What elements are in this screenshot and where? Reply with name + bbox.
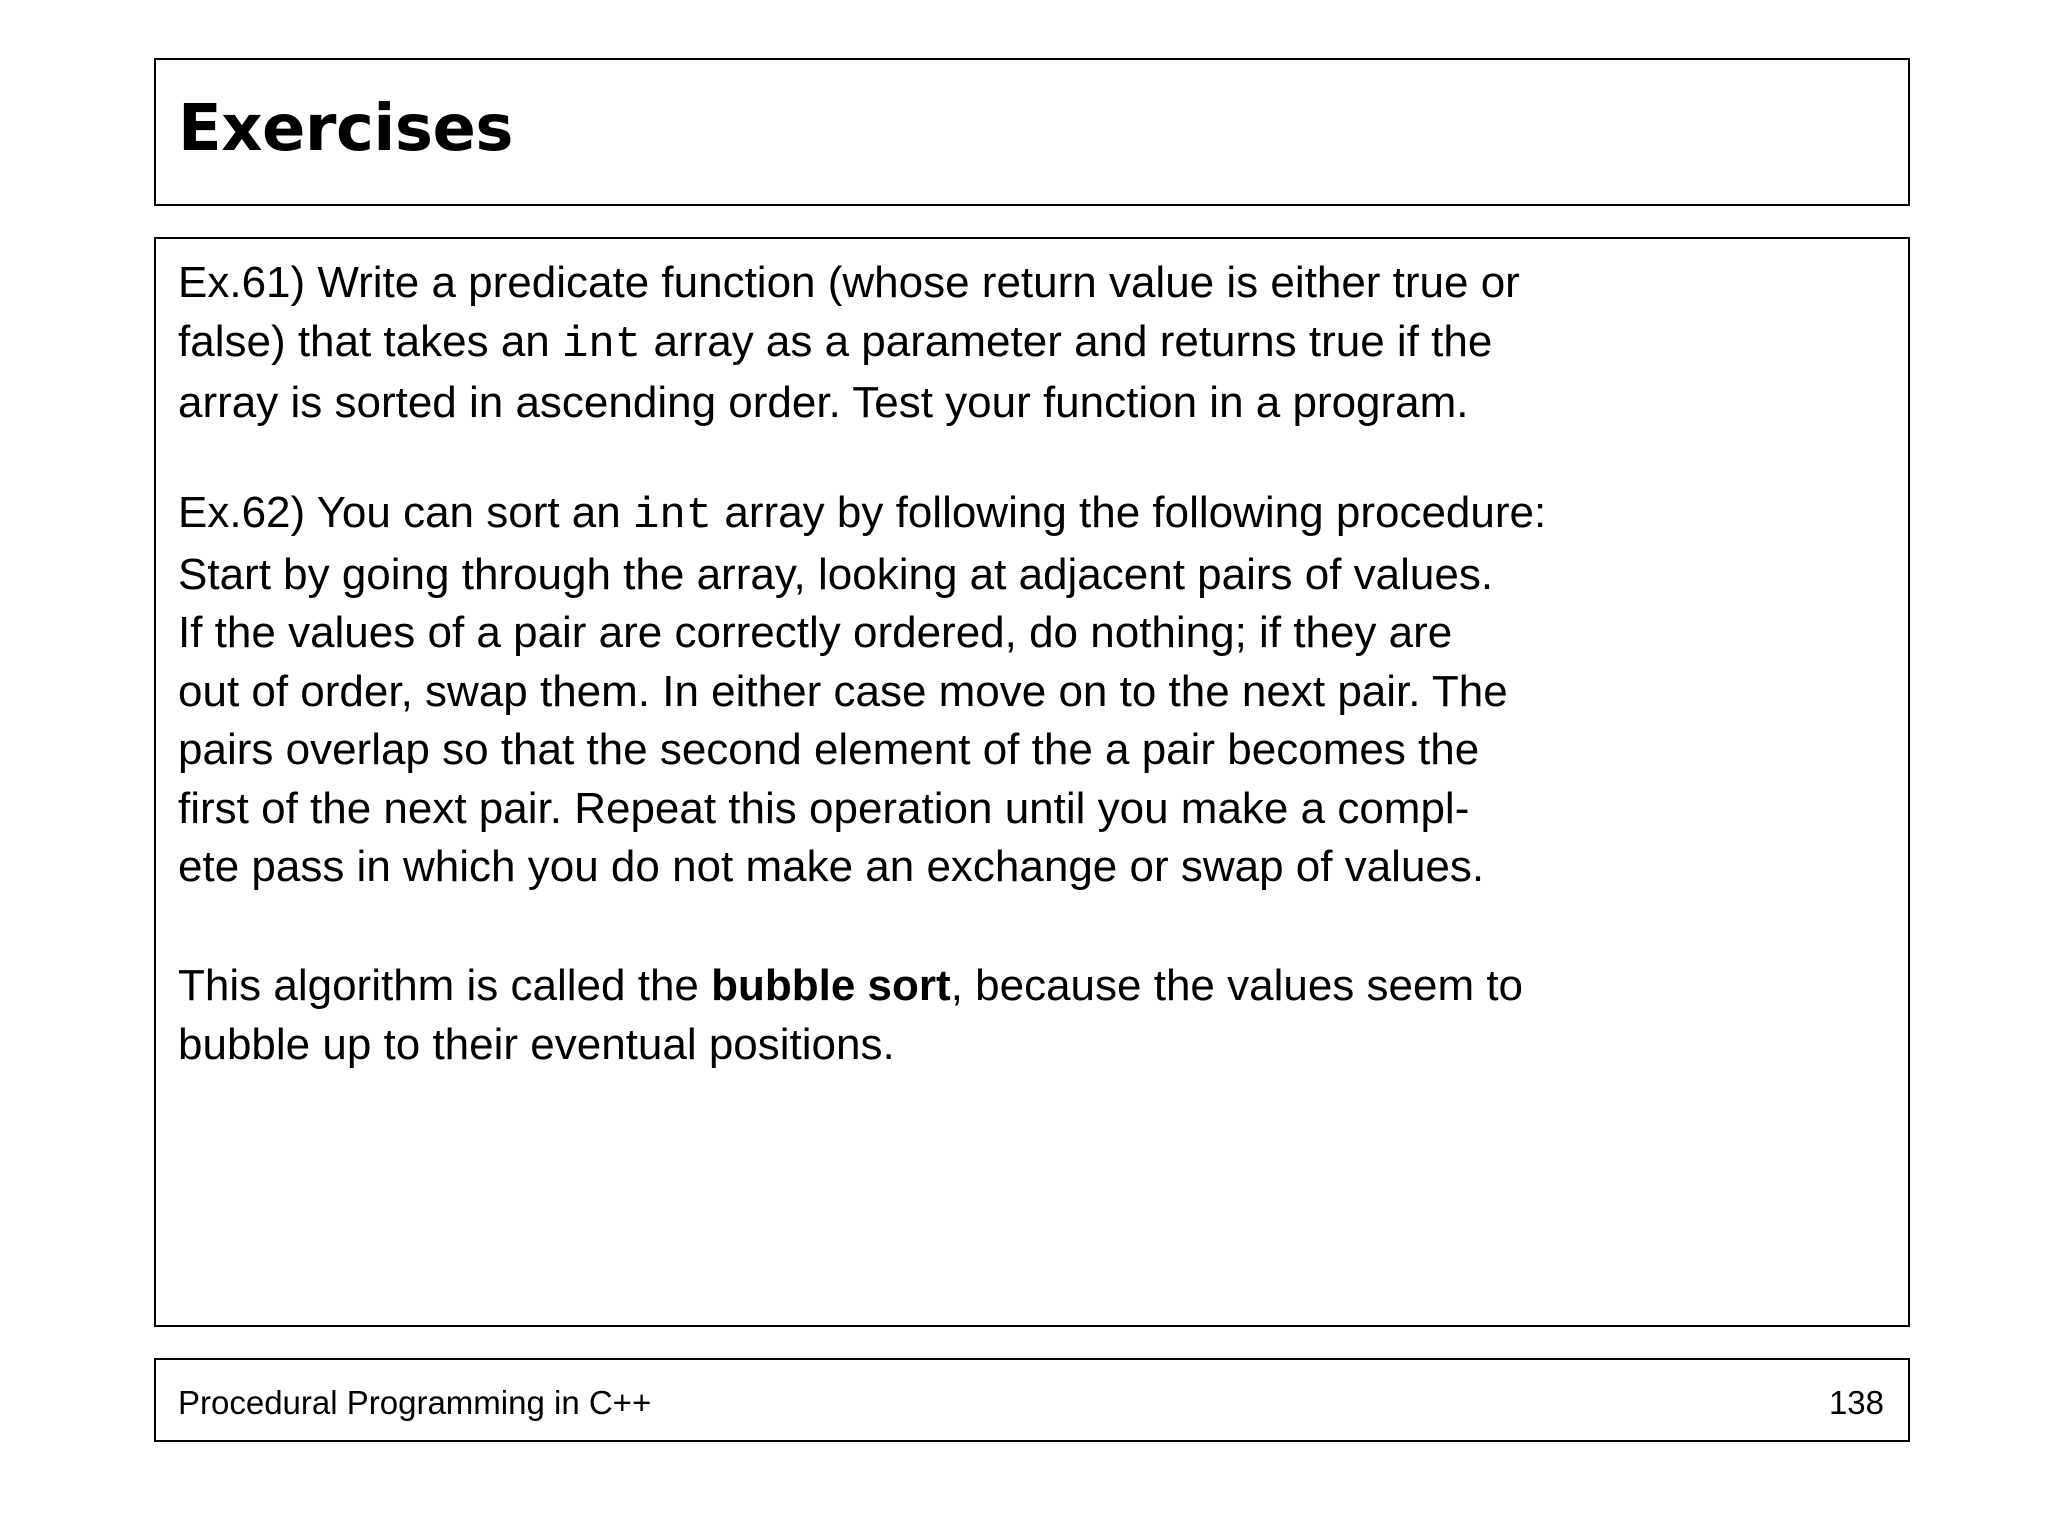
exercise-61 [178,254,1520,433]
text-segment: false) that takes an [178,316,562,366]
exercise-61-line-3: array is sorted in ascending order. Test your function in a program. [178,378,1469,427]
exercise-62-line-5: pairs overlap so that the second element of the a pair becomes the [178,725,1480,774]
slide-title: Exercises [178,92,513,166]
text-segment: array as a parameter and returns true if the [641,316,1493,366]
exercise-62-line-1 [178,484,1546,546]
bold-term: bubble sort [711,961,951,1010]
exercise-62 [178,484,1546,897]
bubble-sort-line-1 [178,957,1523,1016]
text-segment: , because the values seem to [950,961,1524,1010]
code-keyword: int [632,491,713,541]
footer-box [154,1358,1910,1442]
exercise-61-line-1: Ex.61) Write a predicate function (whose return value is either true or [178,258,1520,307]
exercise-62-line-2: Start by going through the array, looking at adjacent pairs of values. [178,549,1494,599]
bubble-sort-note [178,957,1523,1074]
exercise-61-line-2 [178,313,1520,375]
page-number: 138 [1828,1384,1884,1421]
exercise-62-line-6: first of the next pair. Repeat this operation until you make a compl- [178,783,1470,833]
text-segment: Ex.62) You can sort an [178,488,633,537]
footer-course-title: Procedural Programming in C++ [178,1384,652,1421]
exercise-62-line-7: ete pass in which you do not make an exchange or swap of values. [178,842,1485,891]
title-box [154,58,1910,206]
exercise-62-line-4: out of order, swap them. In either case move on to the next pair. The [178,666,1508,716]
code-keyword: int [562,319,642,370]
content-box [154,237,1910,1327]
text-segment: This algorithm is called the [178,961,712,1010]
exercise-62-line-3: If the values of a pair are correctly ordered, do nothing; if they are [178,608,1453,657]
text-segment: array by following the following procedure: [712,488,1547,537]
bubble-sort-line-2: bubble up to their eventual positions. [178,1019,895,1069]
